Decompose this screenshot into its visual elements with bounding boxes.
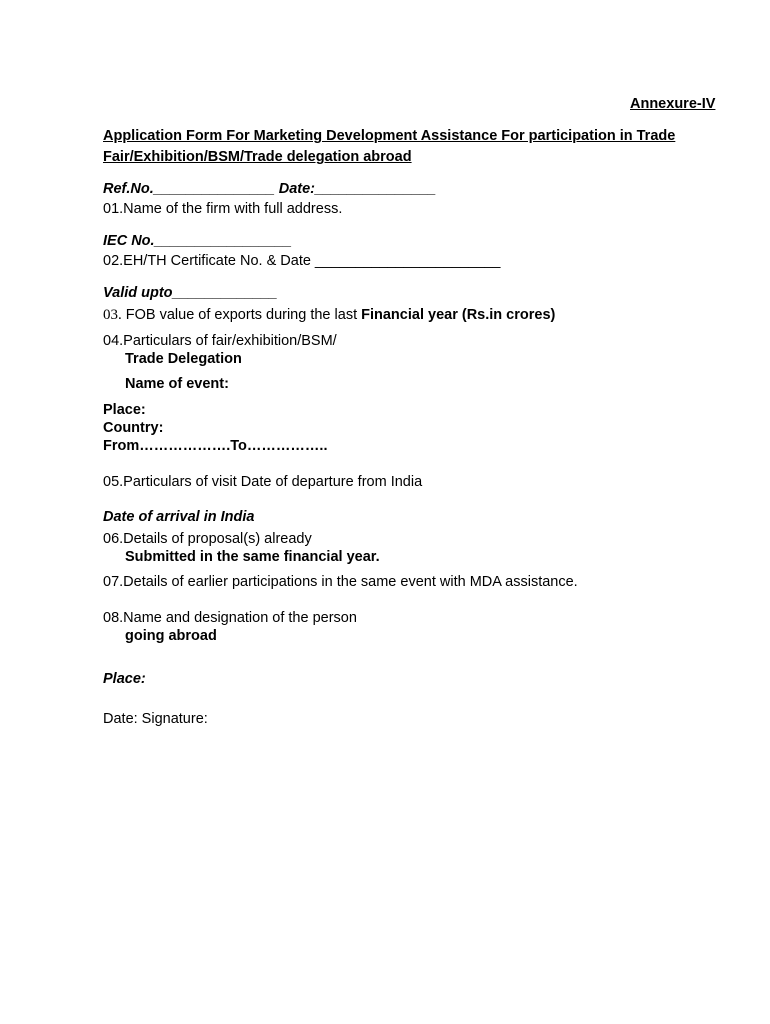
footer-place-label: Place: xyxy=(103,671,146,687)
item-04-particulars: 04.Particulars of fair/exhibition/BSM/ xyxy=(103,333,337,349)
item-04-trade-delegation: Trade Delegation xyxy=(125,351,242,367)
item-03-financial-year: Financial year (Rs.in crores) xyxy=(361,307,556,323)
item-03-number: 03. xyxy=(103,307,122,323)
place-label: Place: xyxy=(103,402,146,418)
item-02-certificate: 02.EH/TH Certificate No. & Date _______________________ xyxy=(103,253,501,269)
item-06-proposals: 06.Details of proposal(s) already xyxy=(103,531,312,547)
ref-date-line: Ref.No._______________ Date:_______________ xyxy=(103,181,436,197)
item-07-earlier-participations: 07.Details of earlier participations in the same event with MDA assistance. xyxy=(103,574,578,590)
form-title-line1: Application Form For Marketing Development Assistance For participation in Trade xyxy=(103,128,676,144)
name-of-event-label: Name of event: xyxy=(125,376,229,392)
item-06-submitted: Submitted in the same financial year. xyxy=(125,549,380,565)
item-08-going-abroad: going abroad xyxy=(125,628,217,644)
item-03-fob-value xyxy=(103,306,555,324)
item-08-name-designation: 08.Name and designation of the person xyxy=(103,610,357,626)
annexure-label: Annexure-IV xyxy=(630,96,716,112)
form-title-line2: Fair/Exhibition/BSM/Trade delegation abroad xyxy=(103,149,412,165)
iec-no-line: IEC No._________________ xyxy=(103,233,292,249)
valid-upto-line: Valid upto_____________ xyxy=(103,285,278,301)
item-03-text: FOB value of exports during the last xyxy=(121,307,362,323)
country-label: Country: xyxy=(103,420,164,436)
item-05-visit: 05.Particulars of visit Date of departure from India xyxy=(103,474,423,490)
form-title xyxy=(103,126,723,168)
item-01-firm-name: 01.Name of the firm with full address. xyxy=(103,201,343,217)
from-to-line: From……………….To…………….. xyxy=(103,438,328,454)
date-signature-line: Date: Signature: xyxy=(103,711,208,727)
date-of-arrival-label: Date of arrival in India xyxy=(103,509,255,525)
